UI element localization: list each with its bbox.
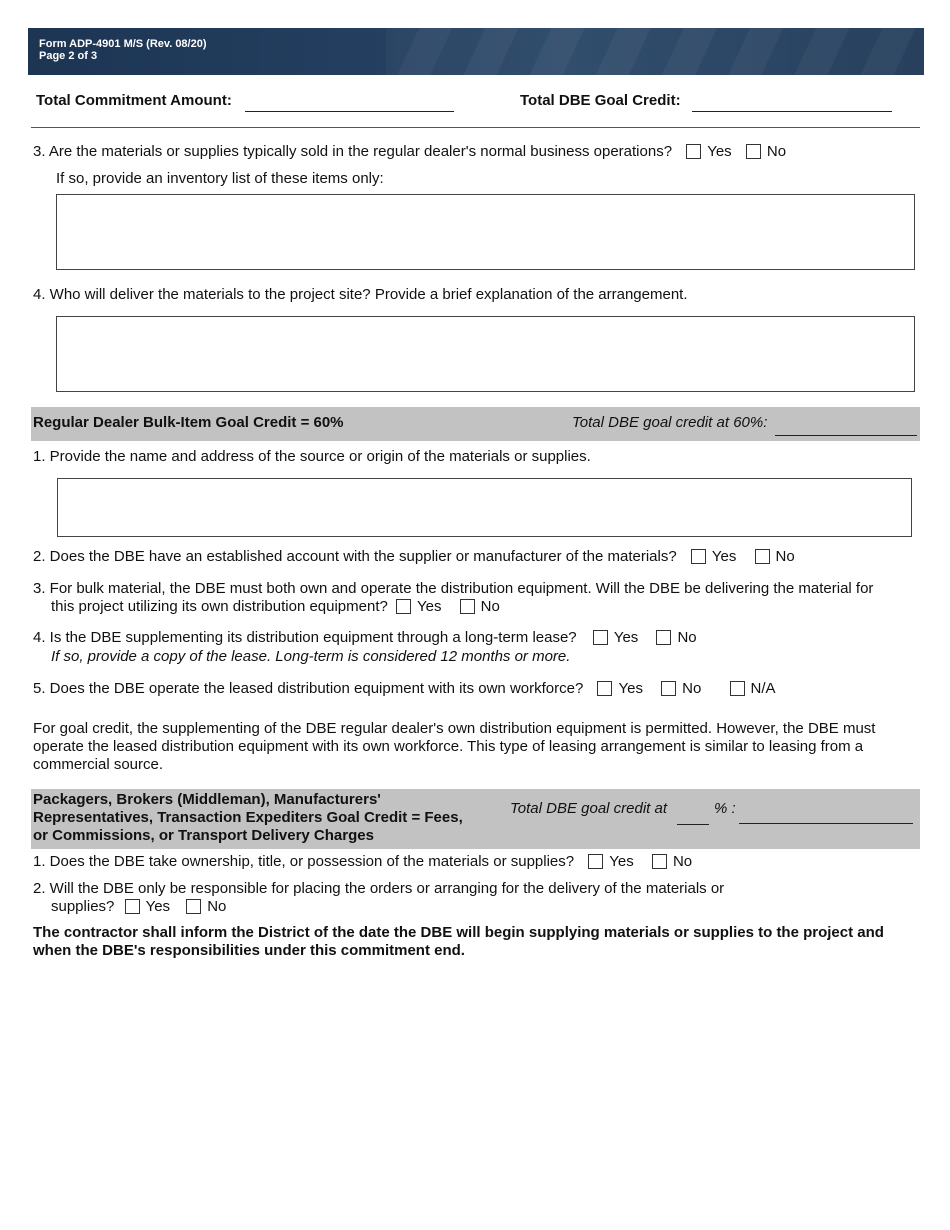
question-text: 1. Does the DBE take ownership, title, or possession of the materials or supplies? [33, 853, 575, 870]
checkbox-na[interactable]: N/A [730, 680, 776, 698]
total-goal-credit-label: Total DBE Goal Credit: [520, 92, 681, 109]
contractor-notice: The contractor shall inform the District of the date the DBE will begin supplying materials or supplies to the project and when the DBE's responsibilities under this commitment end. [33, 924, 884, 959]
form-id: Form ADP-4901 M/S (Rev. 08/20) [39, 38, 207, 50]
checkbox-box[interactable] [746, 144, 761, 159]
question-text: 3. Are the materials or supplies typically sold in the regular dealer's normal business operations? [33, 143, 673, 160]
checkbox-box[interactable] [661, 681, 676, 696]
page-number: Page 2 of 3 [39, 50, 98, 62]
checkbox-no[interactable]: No [661, 680, 701, 698]
checkbox-box[interactable] [186, 899, 201, 914]
leasing-note-paragraph: For goal credit, the supplementing of the DBE regular dealer's own distribution equipment is permitted. However, the DBE must operate the leased distribution equipment with its own workforce. This type of leasing arrangement is similar to leasing from a commercial source. [33, 720, 876, 773]
inventory-list-textarea[interactable] [56, 194, 915, 270]
checkbox-yes[interactable]: Yes [396, 598, 441, 616]
checkbox-box[interactable] [730, 681, 745, 696]
question-long-term-lease [33, 629, 697, 647]
question-text: supplies? [51, 898, 115, 915]
checkbox-no[interactable]: No [656, 629, 696, 647]
question-delivery: 4. Who will deliver the materials to the project site? Provide a brief explanation of the arrangement. [33, 286, 688, 303]
question-established-account [33, 548, 795, 566]
total-commitment-label: Total Commitment Amount: [36, 92, 232, 109]
question-own-workforce [33, 680, 776, 698]
packagers-section-title: Packagers, Brokers (Middleman), Manufacturers' Representatives, Transaction Expediters Goal Credit = Fees, or Commissions, or Transport Delivery Charges [33, 791, 463, 844]
checkbox-box[interactable] [125, 899, 140, 914]
checkbox-yes[interactable]: Yes [597, 680, 642, 698]
packagers-credit-input[interactable] [739, 823, 913, 824]
question-materials-sold [33, 143, 786, 161]
checkbox-no[interactable]: No [460, 598, 500, 616]
lease-note: If so, provide a copy of the lease. Long-term is considered 12 months or more. [51, 648, 571, 665]
checkbox-box[interactable] [656, 630, 671, 645]
form-header-banner [28, 28, 924, 75]
question-bulk-equipment: 3. For bulk material, the DBE must both own and operate the distribution equipment. Will the DBE be delivering the material for [33, 580, 874, 597]
question-placing-orders: 2. Will the DBE only be responsible for placing the orders or arranging for the delivery of the materials or [33, 880, 725, 897]
packagers-credit-percent-input[interactable] [677, 824, 709, 825]
question-bulk-equipment-cont [51, 598, 500, 616]
checkbox-box[interactable] [691, 549, 706, 564]
total-goal-credit-input[interactable] [692, 111, 892, 112]
checkbox-box[interactable] [588, 854, 603, 869]
checkbox-box[interactable] [686, 144, 701, 159]
bulk-section-band [31, 407, 920, 441]
divider [31, 127, 920, 128]
checkbox-box[interactable] [755, 549, 770, 564]
question-placing-orders-cont [51, 898, 226, 916]
checkbox-box[interactable] [593, 630, 608, 645]
packagers-section-band [31, 789, 920, 849]
bulk-credit-label: Total DBE goal credit at 60%: [572, 414, 768, 431]
checkbox-box[interactable] [396, 599, 411, 614]
checkbox-yes[interactable]: Yes [691, 548, 736, 566]
question-text: 5. Does the DBE operate the leased distribution equipment with its own workforce? [33, 680, 584, 697]
source-origin-textarea[interactable] [57, 478, 912, 537]
packagers-credit-label: Total DBE goal credit at [510, 800, 668, 817]
checkbox-no[interactable]: No [755, 548, 795, 566]
checkbox-no[interactable]: No [186, 898, 226, 916]
checkbox-box[interactable] [460, 599, 475, 614]
question-text: 2. Does the DBE have an established account with the supplier or manufacturer of the materials? [33, 548, 677, 565]
delivery-explanation-textarea[interactable] [56, 316, 915, 392]
question-ownership [33, 853, 692, 871]
checkbox-yes[interactable]: Yes [588, 853, 633, 871]
question-text: this project utilizing its own distribution equipment? [51, 598, 388, 615]
checkbox-no[interactable]: No [746, 143, 786, 161]
total-commitment-input[interactable] [245, 111, 454, 112]
inventory-list-label: If so, provide an inventory list of these items only: [56, 170, 384, 187]
packagers-credit-pct-suffix: % : [714, 800, 736, 817]
question-source-origin: 1. Provide the name and address of the source or origin of the materials or supplies. [33, 448, 591, 465]
checkbox-yes[interactable]: Yes [593, 629, 638, 647]
question-text: 4. Is the DBE supplementing its distribution equipment through a long-term lease? [33, 629, 577, 646]
checkbox-yes[interactable]: Yes [125, 898, 170, 916]
checkbox-box[interactable] [652, 854, 667, 869]
checkbox-yes[interactable]: Yes [686, 143, 731, 161]
bulk-section-title: Regular Dealer Bulk-Item Goal Credit = 60% [33, 414, 344, 431]
checkbox-box[interactable] [597, 681, 612, 696]
checkbox-no[interactable]: No [652, 853, 692, 871]
bulk-credit-input[interactable] [775, 435, 917, 436]
